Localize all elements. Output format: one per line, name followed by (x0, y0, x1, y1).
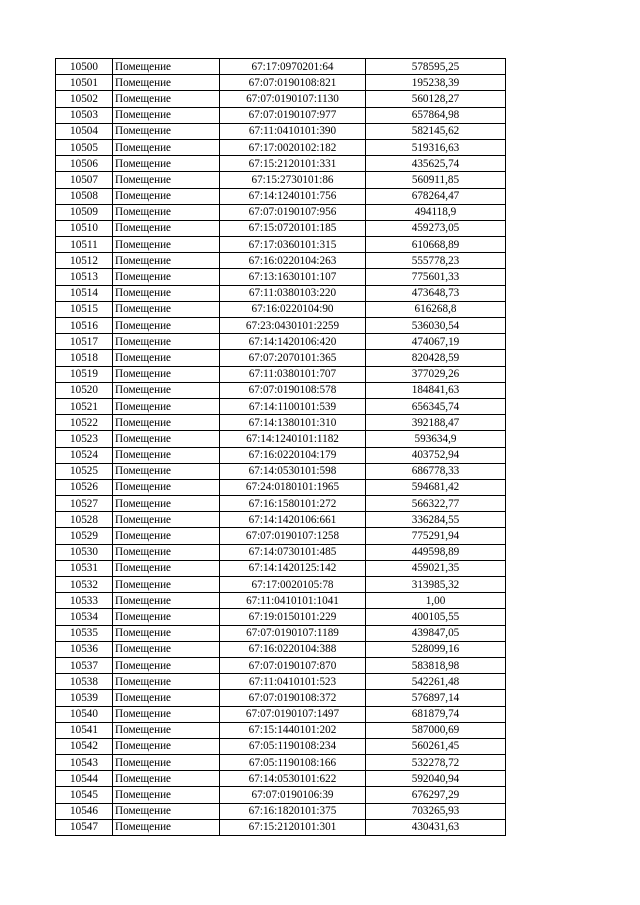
row-number-cell: 10526 (56, 479, 113, 495)
cadastral-value-cell: 430431,63 (366, 819, 506, 835)
cadastral-value-cell: 610668,89 (366, 237, 506, 253)
table-row (56, 722, 506, 738)
cadastral-value-cell: 592040,94 (366, 771, 506, 787)
cadastral-number-cell: 67:07:2070101:365 (220, 350, 366, 366)
cadastral-value-cell: 474067,19 (366, 334, 506, 350)
cadastral-value-cell: 681879,74 (366, 706, 506, 722)
table-row (56, 706, 506, 722)
row-number-cell: 10533 (56, 593, 113, 609)
row-number-cell: 10535 (56, 625, 113, 641)
cadastral-number-cell: 67:14:1380101:310 (220, 415, 366, 431)
cadastral-value-cell: 587000,69 (366, 722, 506, 738)
object-type-cell: Помещение (113, 350, 220, 366)
object-type-cell: Помещение (113, 544, 220, 560)
cadastral-number-cell: 67:14:1420106:420 (220, 334, 366, 350)
cadastral-value-cell: 560128,27 (366, 91, 506, 107)
table-row (56, 463, 506, 479)
table-row (56, 674, 506, 690)
table-row (56, 220, 506, 236)
row-number-cell: 10524 (56, 447, 113, 463)
object-type-cell: Помещение (113, 593, 220, 609)
cadastral-number-cell: 67:19:0150101:229 (220, 609, 366, 625)
cadastral-number-cell: 67:14:1420106:661 (220, 512, 366, 528)
row-number-cell: 10534 (56, 609, 113, 625)
cadastral-number-cell: 67:16:0220104:179 (220, 447, 366, 463)
cadastral-value-cell: 555778,23 (366, 253, 506, 269)
row-number-cell: 10509 (56, 204, 113, 220)
cadastral-number-cell: 67:14:1240101:1182 (220, 431, 366, 447)
cadastral-number-cell: 67:07:0190107:977 (220, 107, 366, 123)
object-type-cell: Помещение (113, 447, 220, 463)
table-row (56, 593, 506, 609)
object-type-cell: Помещение (113, 479, 220, 495)
cadastral-value-cell: 582145,62 (366, 123, 506, 139)
table-row (56, 415, 506, 431)
cadastral-value-cell: 560261,45 (366, 738, 506, 754)
table-row (56, 657, 506, 673)
cadastral-number-cell: 67:23:0430101:2259 (220, 318, 366, 334)
cadastral-value-cell: 566322,77 (366, 496, 506, 512)
row-number-cell: 10521 (56, 398, 113, 414)
row-number-cell: 10539 (56, 690, 113, 706)
object-type-cell: Помещение (113, 738, 220, 754)
cadastral-number-cell: 67:17:0020102:182 (220, 139, 366, 155)
object-type-cell: Помещение (113, 787, 220, 803)
table-row (56, 188, 506, 204)
object-type-cell: Помещение (113, 690, 220, 706)
object-type-cell: Помещение (113, 237, 220, 253)
row-number-cell: 10500 (56, 59, 113, 75)
row-number-cell: 10520 (56, 382, 113, 398)
table-row (56, 253, 506, 269)
row-number-cell: 10540 (56, 706, 113, 722)
object-type-cell: Помещение (113, 496, 220, 512)
table-row (56, 577, 506, 593)
cadastral-number-cell: 67:16:1580101:272 (220, 496, 366, 512)
cadastral-number-cell: 67:14:0730101:485 (220, 544, 366, 560)
cadastral-number-cell: 67:07:0190107:870 (220, 657, 366, 673)
row-number-cell: 10505 (56, 139, 113, 155)
object-type-cell: Помещение (113, 560, 220, 576)
table-row (56, 318, 506, 334)
table-row (56, 123, 506, 139)
cadastral-number-cell: 67:07:0190108:578 (220, 382, 366, 398)
table-row (56, 512, 506, 528)
cadastral-number-cell: 67:05:1190108:234 (220, 738, 366, 754)
cadastral-number-cell: 67:07:0190107:1258 (220, 528, 366, 544)
row-number-cell: 10510 (56, 220, 113, 236)
cadastral-value-cell: 195238,39 (366, 75, 506, 91)
cadastral-value-cell: 593634,9 (366, 431, 506, 447)
table-row (56, 350, 506, 366)
row-number-cell: 10519 (56, 366, 113, 382)
table-row (56, 738, 506, 754)
row-number-cell: 10527 (56, 496, 113, 512)
object-type-cell: Помещение (113, 269, 220, 285)
row-number-cell: 10523 (56, 431, 113, 447)
table-row (56, 755, 506, 771)
cadastral-value-cell: 686778,33 (366, 463, 506, 479)
table-row (56, 787, 506, 803)
row-number-cell: 10547 (56, 819, 113, 835)
cadastral-number-cell: 67:14:1100101:539 (220, 398, 366, 414)
table-row (56, 528, 506, 544)
row-number-cell: 10542 (56, 738, 113, 754)
row-number-cell: 10546 (56, 803, 113, 819)
table-row (56, 447, 506, 463)
table-row (56, 398, 506, 414)
object-type-cell: Помещение (113, 819, 220, 835)
object-type-cell: Помещение (113, 59, 220, 75)
cadastral-number-cell: 67:24:0180101:1965 (220, 479, 366, 495)
row-number-cell: 10501 (56, 75, 113, 91)
cadastral-number-cell: 67:14:0530101:598 (220, 463, 366, 479)
cadastral-value-cell: 336284,55 (366, 512, 506, 528)
row-number-cell: 10514 (56, 285, 113, 301)
row-number-cell: 10522 (56, 415, 113, 431)
table-row (56, 334, 506, 350)
row-number-cell: 10517 (56, 334, 113, 350)
cadastral-number-cell: 67:07:0190108:372 (220, 690, 366, 706)
cadastral-number-cell: 67:17:0970201:64 (220, 59, 366, 75)
object-type-cell: Помещение (113, 285, 220, 301)
cadastral-number-cell: 67:14:0530101:622 (220, 771, 366, 787)
row-number-cell: 10507 (56, 172, 113, 188)
object-type-cell: Помещение (113, 755, 220, 771)
cadastral-value-cell: 594681,42 (366, 479, 506, 495)
table-row (56, 609, 506, 625)
object-type-cell: Помещение (113, 609, 220, 625)
cadastral-value-cell: 583818,98 (366, 657, 506, 673)
cadastral-value-cell: 184841,63 (366, 382, 506, 398)
table-row (56, 204, 506, 220)
table-row (56, 641, 506, 657)
table-row (56, 771, 506, 787)
object-type-cell: Помещение (113, 463, 220, 479)
cadastral-value-cell: 657864,98 (366, 107, 506, 123)
row-number-cell: 10532 (56, 577, 113, 593)
table-row (56, 690, 506, 706)
cadastral-value-cell: 392188,47 (366, 415, 506, 431)
object-type-cell: Помещение (113, 366, 220, 382)
object-type-cell: Помещение (113, 706, 220, 722)
table-row (56, 625, 506, 641)
cadastral-value-cell: 403752,94 (366, 447, 506, 463)
cadastral-number-cell: 67:15:2120101:331 (220, 156, 366, 172)
object-type-cell: Помещение (113, 220, 220, 236)
object-type-cell: Помещение (113, 657, 220, 673)
cadastral-value-cell: 1,00 (366, 593, 506, 609)
cadastral-value-cell: 459273,05 (366, 220, 506, 236)
object-type-cell: Помещение (113, 204, 220, 220)
row-number-cell: 10545 (56, 787, 113, 803)
row-number-cell: 10503 (56, 107, 113, 123)
row-number-cell: 10529 (56, 528, 113, 544)
object-type-cell: Помещение (113, 398, 220, 414)
table-row (56, 544, 506, 560)
row-number-cell: 10544 (56, 771, 113, 787)
table-row (56, 156, 506, 172)
object-type-cell: Помещение (113, 139, 220, 155)
cadastral-value-cell: 528099,16 (366, 641, 506, 657)
table-row (56, 172, 506, 188)
cadastral-value-cell: 560911,85 (366, 172, 506, 188)
cadastral-number-cell: 67:15:0720101:185 (220, 220, 366, 236)
table-row (56, 560, 506, 576)
table-body (56, 59, 506, 836)
cadastral-value-cell: 459021,35 (366, 560, 506, 576)
cadastral-number-cell: 67:05:1190108:166 (220, 755, 366, 771)
row-number-cell: 10512 (56, 253, 113, 269)
cadastral-number-cell: 67:13:1630101:107 (220, 269, 366, 285)
cadastral-number-cell: 67:17:0360101:315 (220, 237, 366, 253)
cadastral-value-cell: 656345,74 (366, 398, 506, 414)
object-type-cell: Помещение (113, 188, 220, 204)
object-type-cell: Помещение (113, 382, 220, 398)
object-type-cell: Помещение (113, 75, 220, 91)
object-type-cell: Помещение (113, 641, 220, 657)
cadastral-value-cell: 820428,59 (366, 350, 506, 366)
object-type-cell: Помещение (113, 674, 220, 690)
object-type-cell: Помещение (113, 577, 220, 593)
row-number-cell: 10530 (56, 544, 113, 560)
cadastral-number-cell: 67:11:0380103:220 (220, 285, 366, 301)
object-type-cell: Помещение (113, 415, 220, 431)
row-number-cell: 10515 (56, 301, 113, 317)
row-number-cell: 10508 (56, 188, 113, 204)
cadastral-number-cell: 67:07:0190107:1189 (220, 625, 366, 641)
row-number-cell: 10518 (56, 350, 113, 366)
cadastral-number-cell: 67:11:0380101:707 (220, 366, 366, 382)
object-type-cell: Помещение (113, 156, 220, 172)
cadastral-value-cell: 542261,48 (366, 674, 506, 690)
cadastral-number-cell: 67:15:1440101:202 (220, 722, 366, 738)
cadastral-number-cell: 67:14:1240101:756 (220, 188, 366, 204)
object-type-cell: Помещение (113, 301, 220, 317)
cadastral-value-cell: 703265,93 (366, 803, 506, 819)
cadastral-value-cell: 494118,9 (366, 204, 506, 220)
cadastral-number-cell: 67:15:2120101:301 (220, 819, 366, 835)
cadastral-number-cell: 67:16:0220104:263 (220, 253, 366, 269)
cadastral-number-cell: 67:07:0190107:1130 (220, 91, 366, 107)
cadastral-number-cell: 67:16:0220104:90 (220, 301, 366, 317)
table-row (56, 91, 506, 107)
object-type-cell: Помещение (113, 528, 220, 544)
table-row (56, 107, 506, 123)
table-row (56, 819, 506, 835)
object-type-cell: Помещение (113, 123, 220, 139)
cadastral-value-cell: 678264,47 (366, 188, 506, 204)
row-number-cell: 10513 (56, 269, 113, 285)
object-type-cell: Помещение (113, 318, 220, 334)
cadastral-number-cell: 67:11:0410101:1041 (220, 593, 366, 609)
cadastral-number-cell: 67:14:1420125:142 (220, 560, 366, 576)
cadastral-value-cell: 439847,05 (366, 625, 506, 641)
row-number-cell: 10504 (56, 123, 113, 139)
cadastral-value-cell: 532278,72 (366, 755, 506, 771)
cadastral-number-cell: 67:17:0020105:78 (220, 577, 366, 593)
cadastral-value-cell: 676297,29 (366, 787, 506, 803)
object-type-cell: Помещение (113, 625, 220, 641)
cadastral-value-cell: 775291,94 (366, 528, 506, 544)
row-number-cell: 10502 (56, 91, 113, 107)
cadastral-value-cell: 578595,25 (366, 59, 506, 75)
table-row (56, 237, 506, 253)
row-number-cell: 10536 (56, 641, 113, 657)
object-type-cell: Помещение (113, 512, 220, 528)
cadastral-number-cell: 67:16:1820101:375 (220, 803, 366, 819)
object-type-cell: Помещение (113, 334, 220, 350)
row-number-cell: 10538 (56, 674, 113, 690)
cadastral-number-cell: 67:15:2730101:86 (220, 172, 366, 188)
object-type-cell: Помещение (113, 253, 220, 269)
cadastral-value-cell: 400105,55 (366, 609, 506, 625)
row-number-cell: 10506 (56, 156, 113, 172)
table-row (56, 479, 506, 495)
row-number-cell: 10516 (56, 318, 113, 334)
cadastral-number-cell: 67:07:0190106:39 (220, 787, 366, 803)
property-register-table (55, 58, 506, 836)
cadastral-value-cell: 377029,26 (366, 366, 506, 382)
row-number-cell: 10531 (56, 560, 113, 576)
table-row (56, 139, 506, 155)
cadastral-value-cell: 576897,14 (366, 690, 506, 706)
object-type-cell: Помещение (113, 771, 220, 787)
object-type-cell: Помещение (113, 722, 220, 738)
cadastral-number-cell: 67:07:0190107:956 (220, 204, 366, 220)
cadastral-value-cell: 536030,54 (366, 318, 506, 334)
table-row (56, 366, 506, 382)
table-row (56, 301, 506, 317)
row-number-cell: 10543 (56, 755, 113, 771)
object-type-cell: Помещение (113, 107, 220, 123)
object-type-cell: Помещение (113, 431, 220, 447)
table-row (56, 269, 506, 285)
cadastral-number-cell: 67:11:0410101:523 (220, 674, 366, 690)
cadastral-number-cell: 67:11:0410101:390 (220, 123, 366, 139)
table-row (56, 59, 506, 75)
cadastral-value-cell: 449598,89 (366, 544, 506, 560)
table-row (56, 75, 506, 91)
cadastral-value-cell: 435625,74 (366, 156, 506, 172)
cadastral-number-cell: 67:07:0190107:1497 (220, 706, 366, 722)
table-row (56, 285, 506, 301)
cadastral-value-cell: 519316,63 (366, 139, 506, 155)
cadastral-value-cell: 313985,32 (366, 577, 506, 593)
cadastral-value-cell: 473648,73 (366, 285, 506, 301)
row-number-cell: 10525 (56, 463, 113, 479)
row-number-cell: 10537 (56, 657, 113, 673)
table-row (56, 382, 506, 398)
cadastral-value-cell: 616268,8 (366, 301, 506, 317)
row-number-cell: 10528 (56, 512, 113, 528)
table-row (56, 803, 506, 819)
object-type-cell: Помещение (113, 803, 220, 819)
cadastral-number-cell: 67:07:0190108:821 (220, 75, 366, 91)
cadastral-value-cell: 775601,33 (366, 269, 506, 285)
table-row (56, 496, 506, 512)
row-number-cell: 10541 (56, 722, 113, 738)
object-type-cell: Помещение (113, 172, 220, 188)
row-number-cell: 10511 (56, 237, 113, 253)
table-row (56, 431, 506, 447)
object-type-cell: Помещение (113, 91, 220, 107)
cadastral-number-cell: 67:16:0220104:388 (220, 641, 366, 657)
